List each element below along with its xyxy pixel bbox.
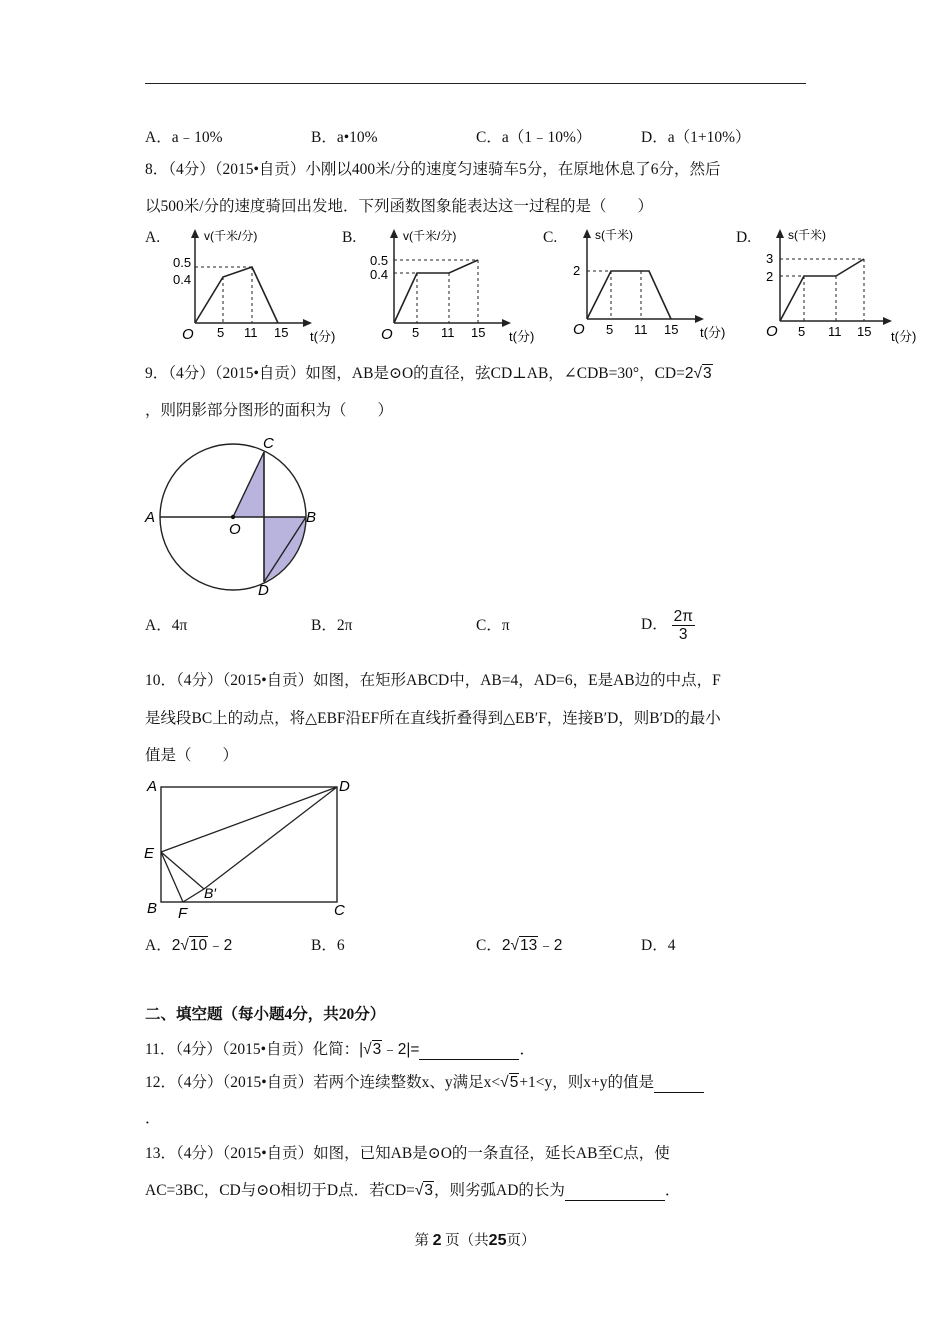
q10-figure <box>142 772 357 922</box>
ytick: 0.5 <box>173 255 192 270</box>
xtick: 11 <box>634 322 648 337</box>
q12-stem <box>145 1070 704 1093</box>
q9-option-b[interactable]: B．2π <box>311 617 353 634</box>
label-d: D <box>339 778 350 795</box>
q13-end: ． <box>664 1182 681 1199</box>
label-o: O <box>229 521 241 538</box>
q11-prefix: 11．（4分）（2015•自贡）化简： <box>145 1041 360 1058</box>
xtick: 15 <box>274 325 289 340</box>
xtick: 11 <box>441 325 455 340</box>
q10-option-a-radical: 2√10 <box>171 937 208 954</box>
q12-end: ． <box>145 1110 161 1127</box>
xtick: 5 <box>217 325 225 340</box>
q11-stem <box>145 1037 535 1060</box>
rectangle-abcd <box>161 787 337 902</box>
footer-mid: 页（共 <box>445 1233 489 1249</box>
q9-option-d-fraction: $\frac{2\pi}{3}$ <box>673 608 693 643</box>
q12-radical: √5 <box>500 1074 519 1091</box>
q9-stem-text: 9．（4分）（2015•自贡）如图，AB是⊙O的直径，弦CD⊥AB，∠CDB=30°，CD= <box>145 365 685 382</box>
xtick: 15 <box>471 325 486 340</box>
q10-stem-line3: 值是（ ） <box>145 747 239 764</box>
q11-expression: |√3﹣2|= <box>359 1041 420 1058</box>
q10-option-c[interactable] <box>476 933 562 955</box>
label-b: B <box>147 900 158 917</box>
q10-option-c-prefix: C． <box>476 937 502 954</box>
q12-suffix: +1<y，则x+y的值是 <box>519 1074 655 1091</box>
label-a: A <box>147 778 158 795</box>
label-b-prime: B′ <box>204 885 216 901</box>
q8-option-d-label[interactable]: D. <box>736 229 752 246</box>
xtick: 5 <box>606 322 614 337</box>
q13-suffix: ，则劣弧AD的长为 <box>434 1182 565 1199</box>
q7-option-c[interactable]: C．a（1﹣10%） <box>476 129 592 146</box>
ytick: 0.4 <box>370 267 389 282</box>
ytick: 0.5 <box>370 253 389 268</box>
xlabel: t(分) <box>891 329 917 344</box>
xtick: 15 <box>664 322 679 337</box>
footer-suffix: 页） <box>506 1233 536 1249</box>
q10-stem-line2: 是线段BC上的动点，将△EBF沿EF所在直线折叠得到△EB′F，连接B′D，则B′D的最小 <box>145 710 721 727</box>
ylabel: s(千米) <box>595 228 633 242</box>
q13-stem-line2 <box>145 1178 680 1201</box>
q10-option-c-radical: 2√13 <box>501 937 538 954</box>
q8-stem-line1: 8．（4分）（2015•自贡）小刚以400米/分的速度匀速骑车5分，在原地休息了6分，然后 <box>145 161 721 178</box>
label-a: A <box>145 509 156 526</box>
q8-option-c-label[interactable]: C. <box>543 229 558 246</box>
label-e: E <box>144 845 155 862</box>
xtick: 11 <box>244 325 258 340</box>
q13-radical: √3 <box>414 1182 434 1199</box>
q10-option-c-suffix: ﹣2 <box>538 937 563 954</box>
origin: O <box>766 323 778 340</box>
header-rule <box>145 83 806 84</box>
xlabel: t(分) <box>310 329 336 344</box>
q11-answer-blank[interactable] <box>419 1041 519 1060</box>
q7-option-d[interactable]: D．a（1+10%） <box>641 129 751 146</box>
xtick: 5 <box>412 325 420 340</box>
ylabel: s(千米) <box>788 228 826 242</box>
q7-option-a[interactable]: A．a﹣10% <box>145 129 223 146</box>
xlabel: t(分) <box>509 329 535 344</box>
ytick: 2 <box>573 263 581 278</box>
ytick: 0.4 <box>173 272 192 287</box>
q9-stem-line2: ，则阴影部分图形的面积为（ ） <box>145 402 394 419</box>
q8-option-a-label[interactable]: A. <box>145 229 161 246</box>
xtick: 11 <box>828 324 842 339</box>
q9-option-a[interactable]: A．4π <box>145 617 188 634</box>
q11-end: ． <box>519 1041 535 1058</box>
ytick: 3 <box>766 251 774 266</box>
ylabel: v(千米/分) <box>403 229 457 243</box>
label-c: C <box>263 435 274 452</box>
q7-option-b[interactable]: B．a•10% <box>311 129 378 146</box>
q9-figure <box>142 432 327 602</box>
q10-option-b[interactable]: B．6 <box>311 937 345 954</box>
q12-answer-blank[interactable] <box>654 1074 704 1093</box>
q13-answer-blank[interactable] <box>565 1182 665 1201</box>
origin: O <box>381 326 393 343</box>
footer-page-number: 2 <box>432 1232 442 1249</box>
label-d: D <box>258 582 269 599</box>
q9-cd-radical: 2√3 <box>684 365 712 382</box>
q9-option-d-prefix: D． <box>641 616 668 634</box>
q8-graph-c[interactable] <box>565 225 747 347</box>
xlabel: t(分) <box>700 325 726 340</box>
q13-prefix: AC=3BC，CD与⊙O相切于D点．若CD= <box>145 1182 415 1199</box>
page-footer <box>0 1229 950 1250</box>
ytick: 2 <box>766 269 774 284</box>
section2-title: 二、填空题（每小题4分，共20分） <box>145 1006 386 1023</box>
ylabel: v(千米/分) <box>204 229 258 243</box>
q8-option-b-label[interactable]: B. <box>342 229 357 246</box>
q8-graph-d[interactable] <box>758 225 948 347</box>
xtick: 5 <box>798 324 806 339</box>
label-b: B <box>306 509 317 526</box>
q9-stem-line1 <box>145 361 713 383</box>
origin: O <box>182 326 194 343</box>
q9-option-c[interactable]: C．π <box>476 617 510 634</box>
origin: O <box>573 321 585 338</box>
q8-stem-line2: 以500米/分的速度骑回出发地．下列函数图象能表达这一过程的是（ ） <box>145 198 654 215</box>
label-c: C <box>334 902 345 919</box>
xtick: 15 <box>857 324 872 339</box>
q8-graph-b[interactable] <box>367 225 552 347</box>
q13-stem-line1: 13．（4分）（2015•自贡）如图，已知AB是⊙O的一条直径，延长AB至C点，使 <box>145 1145 670 1162</box>
q8-graph-a[interactable] <box>168 225 346 347</box>
q12-prefix: 12．（4分）（2015•自贡）若两个连续整数x、y满足x< <box>145 1074 501 1091</box>
footer-prefix: 第 <box>414 1233 430 1249</box>
q9-option-d[interactable] <box>641 608 695 643</box>
q10-option-a-prefix: A． <box>145 937 172 954</box>
q10-option-d[interactable]: D．4 <box>641 937 676 954</box>
q10-stem-line1: 10．（4分）（2015•自贡）如图，在矩形ABCD中，AB=4，AD=6，E是AB边的中点，F <box>145 672 721 689</box>
label-f: F <box>178 905 188 922</box>
q10-option-a[interactable] <box>145 933 232 955</box>
footer-total-pages: 25 <box>488 1232 507 1249</box>
q10-option-a-suffix: ﹣2 <box>208 937 233 954</box>
